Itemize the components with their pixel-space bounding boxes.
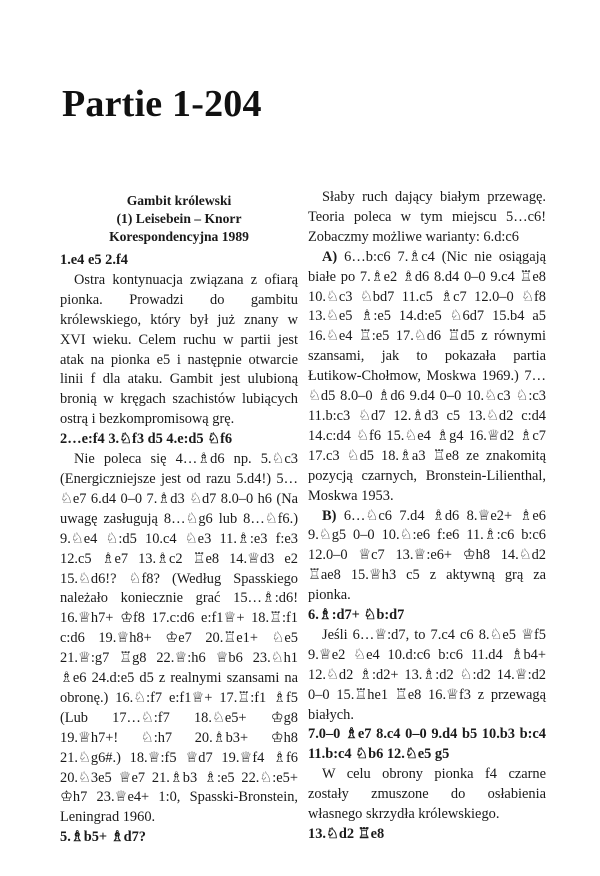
left-column: [60, 192, 298, 848]
variation-text: 6…b:c6 7.♗c4 (Nic nie osiągają białe po 7.♗e2 ♗d6 8.d4 0–0 9.c4 ♖e8 10.♘c3 ♘bd7 11.c5 ♗c7 12.0–0 ♘f8 13.♘e5 ♗:e5 14.d:e5 ♘6d7 15.b4 a5 16.♘e4 ♖:e5 17.♘d6 ♖d5 z równymi szansami, jak to pokazała partia Łutikow-Chołmow, Moskwa 1969.) 7…♘d5 8.0–0 ♗d6 9.d4 0–0 10.♘c3 ♘:c3 11.b:c3 ♘d7 12.♗d3 c5 13.♘d2 c:d4 14.c:d4 ♘f6 15.♘e4 ♗g4 16.♕d2 ♗c7 17.c3 ♘d5 18.♗a3 ♖e8 ze znakomitą pozycją czarnych, Bronstein-Lilienthal, Moskwa 1953.: [308, 248, 546, 504]
move-line: 6.♗:d7+ ♘b:d7: [308, 607, 405, 624]
page-title: Partie 1-204: [62, 83, 262, 125]
commentary-paragraph: Nie poleca się 4…♗d6 np. 5.♘c3 (Energiczniejsze jest od razu 5.d4!) 5…♘e7 6.d4 0–0 7.♗d3 ♘d7 8.0–0 h6 (Na uwagę zasługują 8…♘g6 lub 8…♘f6.) 9.♘e4 ♘:d5 10.c4 ♘e3 11.♗:e3 f:e3 12.c5 ♗e7 13.♗c2 ♖e8 14.♕d3 e2 15.♘d6!? ♘f8? (Według Spasskiego należało koniecznie grać 15…♗:d6! 16.♕h7+ ♔f8 17.c:d6 e:f1♕+ 18.♖:f1 c:d6 19.♕h8+ ♔e7 20.♖e1+ ♘e5 21.♕:g7 ♖g8 22.♕:h6 ♕b6 23.♘h1 ♗e6 24.d:e5 d5 z realnymi szansami na obronę.) 16.♘:f7 e:f1♕+ 17.♖:f1 ♗f5 (Lub 17…♘:f7 18.♘e5+ ♔g8 19.♕h7+! ♘:h7 20.♗b3+ ♔h8 21.♘g6#.) 18.♕:f5 ♕d7 19.♕f4 ♗f6 20.♘3e5 ♕e7 21.♗b3 ♗:e5 22.♘:e5+ ♔h7 23.♕e4+ 1:0, Spasski-Bronstein, Leningrad 1960.: [60, 451, 298, 826]
commentary-paragraph: Jeśli 6…♕:d7, to 7.c4 c6 8.♘e5 ♕f5 9.♕e2 ♘e4 10.d:c6 b:c6 11.d4 ♗b4+ 12.♘d2 ♗:d2+ 13.♗:d2 ♘:d2 14.♕:d2 0–0 15.♖he1 ♖e8 16.♕f3 z przewagą białych.: [308, 626, 546, 723]
variation-a: [308, 248, 546, 507]
commentary-paragraph: Ostra kontynuacja związana z ofiarą pionka. Prowadzi do gambitu królewskiego, który był już znany w XVI wieku. Celem ruchu w partii jest atak na pionka e5 i następnie otwarcie linii f dla ataku. Gambit jest ulubioną bronią w kręgach szachistów lubiących ostrą i bezkompromisową grę.: [60, 271, 298, 428]
game-players: (1) Leisebein – Knorr: [116, 211, 242, 226]
move-line: 1.e4 e5 2.f4: [60, 252, 128, 268]
opening-name: Gambit królewski: [126, 193, 232, 208]
move-line: 7.0–0 ♗e7 8.c4 0–0 9.d4 b5 10.b3 b:c4 11.b:c4 ♘b6 12.♘e5 g5: [308, 726, 546, 763]
commentary-paragraph: W celu obrony pionka f4 czarne zostały zmuszone do osłabienia własnego skrzydła królewskiego.: [308, 766, 546, 823]
variation-b: [308, 507, 546, 607]
move-line: 5.♗b5+ ♗d7?: [60, 829, 146, 846]
game-header: [60, 192, 298, 246]
move-line: 2…e:f4 3.♘f3 d5 4.e:d5 ♘f6: [60, 431, 233, 448]
move-line: 13.♘d2 ♖e8: [308, 826, 385, 842]
game-event: Korespondencyjna 1989: [109, 229, 249, 244]
right-column: [308, 188, 546, 845]
variation-label: B): [322, 507, 337, 524]
variation-text: 6…♘c6 7.d4 ♗d6 8.♕e2+ ♗e6 9.♘g5 0–0 10.♘:e6 f:e6 11.♗:c6 b:c6 12.0–0 ♕c7 13.♕:e6+ ♔h8 14.♘d2 ♖ae8 15.♕h3 c5 z aktywną grą za pionka.: [308, 507, 546, 604]
variation-label: A): [322, 248, 338, 265]
commentary-paragraph: Słaby ruch dający białym przewagę. Teoria poleca w tym miejscu 5…c6! Zobaczmy możliwe warianty: 6.d:c6: [308, 189, 546, 245]
